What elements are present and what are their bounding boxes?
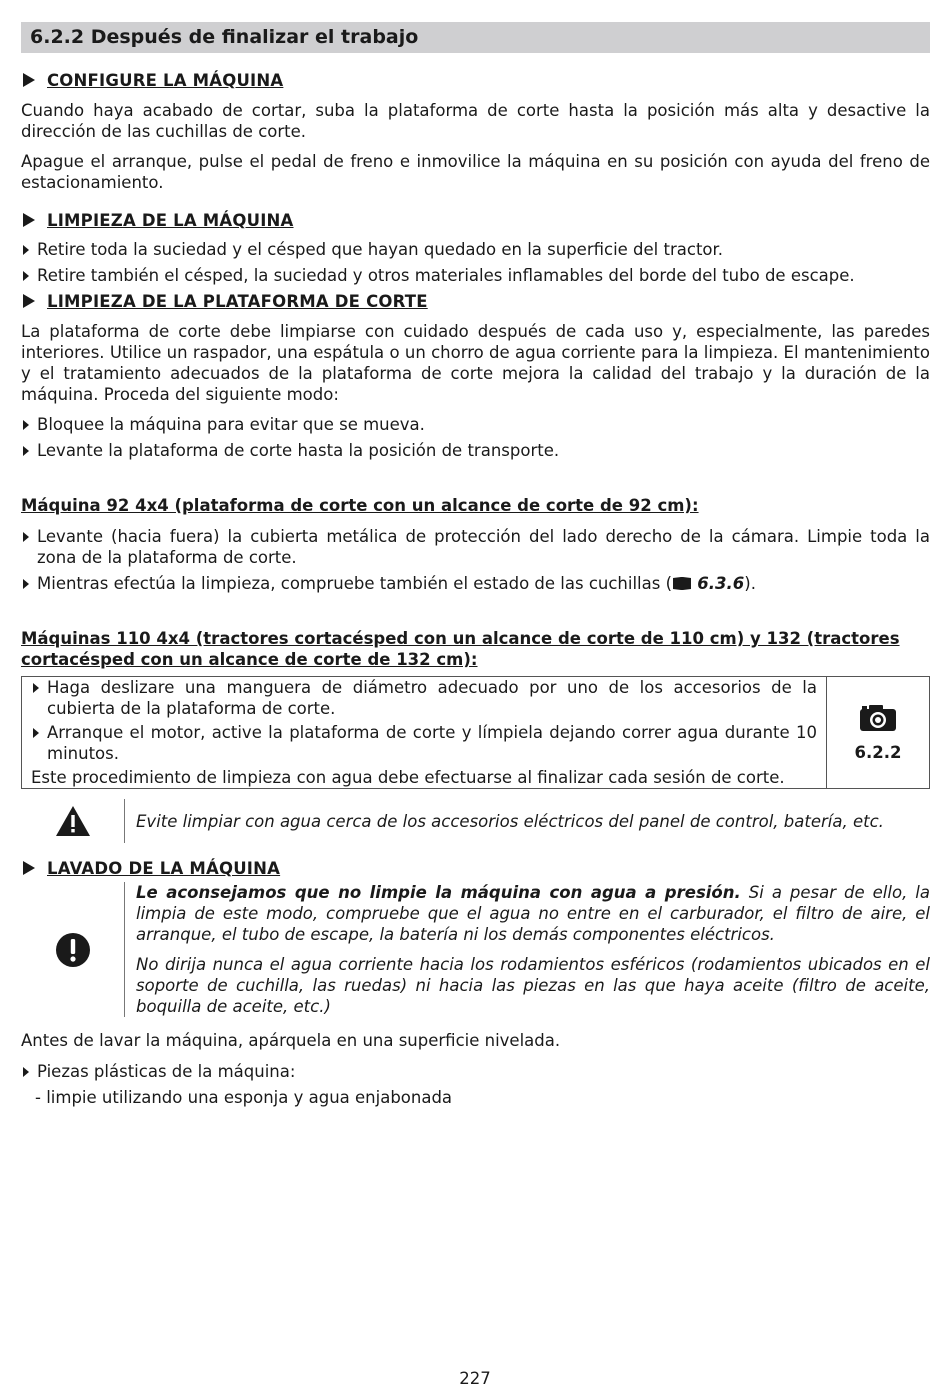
list-item: Retire toda la suciedad y el césped que hayan quedado en la superficie del tractor. (21, 239, 930, 260)
bullet-icon (23, 446, 29, 456)
warning-triangle-icon (55, 805, 91, 837)
bullet-icon (23, 579, 29, 589)
bullet-icon (23, 271, 29, 281)
bullet-icon (23, 1067, 29, 1077)
warning-notice: Evite limpiar con agua cerca de los accesorios eléctricos del panel de control, batería, etc. (21, 799, 930, 843)
camera-icon (858, 703, 898, 733)
section-title: 6.2.2 Después de finalizar el trabajo (21, 22, 930, 53)
list-item: Retire también el césped, la suciedad y otros materiales inflamables del borde del tubo de escape. (21, 265, 930, 286)
list-item: Mientras efectúa la limpieza, compruebe también el estado de las cuchillas ( 6.3.6). (21, 573, 930, 594)
list-item: Levante la plataforma de corte hasta la posición de transporte. (21, 440, 930, 461)
caution-notice: Le aconsejamos que no limpie la máquina con agua a presión. Si a pesar de ello, la limpia de este modo, compruebe que el agua no entre en el carburador, el filtro de aire, el arranque, el tubo de escape, la batería ni los demás componentes eléctricos. No dirija nunca el agua corriente hacia los rodamientos esféricos (rodamientos ubicados en el soporte de cuchilla, las ruedas) ni hacia las piezas en las que haya aceite (filtro de aceite, boquilla de aceite, etc.) (21, 882, 930, 1017)
paragraph: Cuando haya acabado de cortar, suba la plataforma de corte hasta la posición más alta y desactive la dirección de las cuchillas de corte. (21, 101, 930, 141)
list-item: Arranque el motor, active la plataforma de corte y límpiela dejando correr agua durante 10 minutos. (31, 722, 817, 764)
bullet-icon (33, 683, 39, 693)
triangle-right-icon (23, 861, 35, 875)
triangle-right-icon (23, 213, 35, 227)
list-item: Piezas plásticas de la máquina: (21, 1061, 930, 1082)
triangle-right-icon (23, 73, 35, 87)
triangle-right-icon (23, 294, 35, 308)
page-number: 227 (459, 1369, 491, 1388)
bullet-icon (23, 532, 29, 542)
heading-washing: LAVADO DE LA MÁQUINA (21, 857, 930, 879)
exclamation-circle-icon (55, 932, 91, 968)
dash-item: - limpie utilizando una esponja y agua enjabonada (35, 1088, 453, 1107)
photo-reference: 6.2.2 (854, 743, 902, 762)
paragraph: La plataforma de corte debe limpiarse con cuidado después de cada uso y, especialmente, las paredes interiores. Utilice un raspador, una espátula o un chorro de agua corriente para la limpieza. El mantenimiento y el tratamiento adecuados de la plataforma de corte mejora la calidad del trabajo y la duración de la máquina. Proceda del siguiente modo: (21, 322, 930, 404)
heading-cleaning-machine: LIMPIEZA DE LA MÁQUINA (21, 209, 930, 231)
bullet-icon (23, 420, 29, 430)
page-content (21, 22, 930, 1108)
list-item: Haga deslizare una manguera de diámetro adecuado por uno de los accesorios de la cubierta de la plataforma de corte. (31, 677, 817, 719)
list-item: Bloquee la máquina para evitar que se mueva. (21, 414, 930, 435)
heading-cleaning-deck: LIMPIEZA DE LA PLATAFORMA DE CORTE (21, 290, 930, 312)
paragraph: Apague el arranque, pulse el pedal de freno e inmovilice la máquina en su posición con ayuda del freno de estacionamiento. (21, 152, 930, 192)
heading-configure: CONFIGURE LA MÁQUINA (21, 69, 930, 91)
subheading-92: Máquina 92 4x4 (plataforma de corte con un alcance de corte de 92 cm): (21, 496, 699, 515)
procedure-box (21, 676, 930, 789)
subheading-110-132: Máquinas 110 4x4 (tractores cortacésped con un alcance de corte de 110 cm) y 132 (tractores cortacésped con un alcance de corte de 132 cm): (21, 629, 900, 669)
paragraph: Este procedimiento de limpieza con agua debe efectuarse al finalizar cada sesión de corte. (31, 768, 785, 787)
book-icon (672, 576, 692, 591)
paragraph: Antes de lavar la máquina, apárquela en una superficie nivelada. (21, 1031, 561, 1050)
bullet-icon (23, 245, 29, 255)
list-item: Levante (hacia fuera) la cubierta metálica de protección del lado derecho de la cámara. Limpie toda la zona de la plataforma de corte. (21, 526, 930, 568)
bullet-icon (33, 728, 39, 738)
